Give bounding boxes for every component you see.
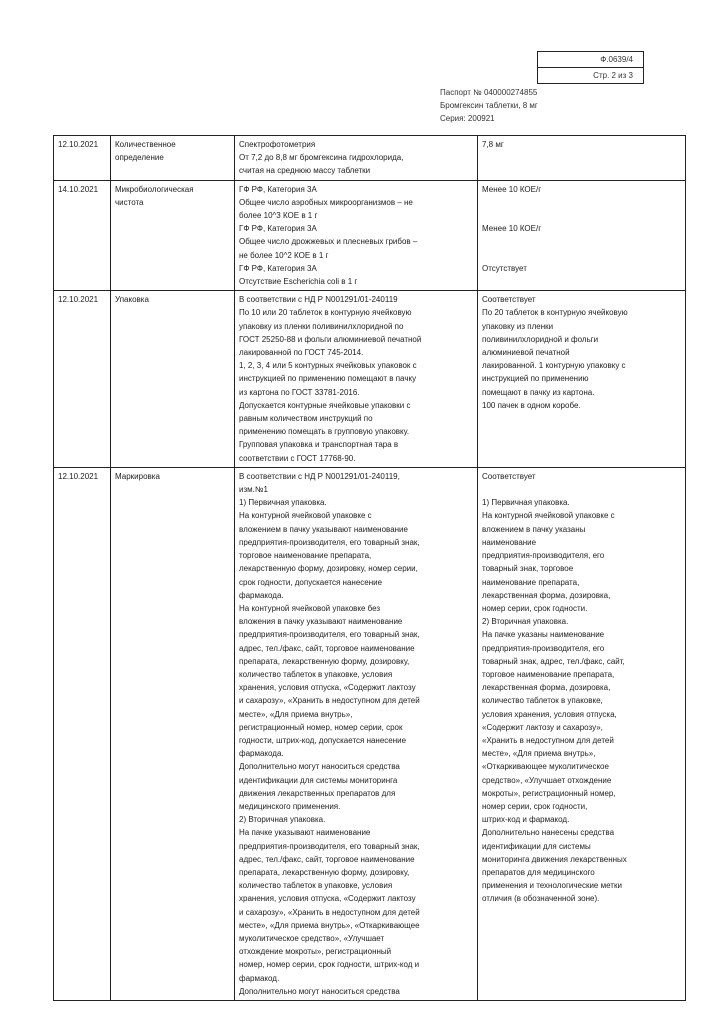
row-test-name: Количественное определение: [111, 136, 235, 181]
test-results-table: [53, 135, 686, 1001]
row-date: 12.10.2021: [54, 291, 111, 468]
series-number: Серия: 200921: [440, 114, 495, 123]
row-date: 14.10.2021: [54, 180, 111, 291]
row-test-name: Упаковка: [111, 291, 235, 468]
row-date: 12.10.2021: [54, 136, 111, 181]
row-method: ГФ РФ, Категория 3А Общее число аэробных микроорганизмов – не более 10^3 КОЕ в 1 г ГФ РФ, Категория 3А Общее число дрожжевых и плесневых грибов – не более 10^2 КОЕ в 1 г ГФ РФ, Категория 3А Отсутствие Escherichia coli в 1 г: [235, 180, 478, 291]
row-method: В соответствии с НД Р N001291/01-240119 По 10 или 20 таблеток в контурную ячейковую упаковку из пленки поливинилхлоридной по ГОСТ 25250-88 и фольги алюминиевой печатной лакированной по ГОСТ 745-2014. 1, 2, 3, 4 или 5 контурных ячейковых упаковок с инструкцией по применению помещают в пачку из картона по ГОСТ 33781-2016. Допускается контурные ячейковые упаковки с равным количеством инструкций по применению помещать в групповую упаковку. Групповая упаковка и транспортная тара в соответствии с ГОСТ 17768-90.: [235, 291, 478, 468]
row-method: Спектрофотометрия От 7,2 до 8,8 мг бромгексина гидрохлорида, считая на среднюю массу таблетки: [235, 136, 478, 181]
page-number: Стр. 2 из 3: [538, 67, 643, 83]
row-date: 12.10.2021: [54, 467, 111, 1000]
row-test-name: Маркировка: [111, 467, 235, 1000]
table-row: [54, 180, 686, 291]
table-row: [54, 467, 686, 1000]
row-result: Соответствует 1) Первичная упаковка. На контурной ячейковой упаковке с вложением в пачку указаны наименование предприятия-производителя, его товарный знак, торговое наименование препарата, лекарственная форма, дозировка, номер серии, срок годности. 2) Вторичная упаковка. На пачке указаны наименование предприятия-производителя, его товарный знак, адрес, тел./факс, сайт, торговое наименование препарата, лекарственная форма, дозировка, количество таблеток в упаковке, условия хранения, условия отпуска, «Содержит лактозу и сахарозу», «Хранить в недоступном для детей месте», «Для приема внутрь», «Откаркивающее муколитическое средство», «Улучшает отхождение мокроты», регистрационный номер, номер серии, срок годности, штрих-код и фармакод. Дополнительно нанесены средства идентификации для системы мониторинга движения лекарственных препаратов для медицинского применения и технологические метки отличия (в обозначенной зоне).: [478, 467, 686, 1000]
passport-number: Паспорт № 040000274855: [440, 88, 538, 97]
row-result: 7,8 мг: [478, 136, 686, 181]
row-test-name: Микробиологическая чистота: [111, 180, 235, 291]
row-result: Соответствует По 20 таблеток в контурную ячейковую упаковку из пленки поливинилхлоридной и фольги алюминиевой печатной лакированной. 1 контурную упаковку с инструкцией по применению помещают в пачку из картона. 100 пачек в одном коробе.: [478, 291, 686, 468]
form-code-box: [537, 51, 644, 84]
table-row: [54, 136, 686, 181]
row-result: Менее 10 КОЕ/г Менее 10 КОЕ/г Отсутствует: [478, 180, 686, 291]
row-method: В соответствии с НД Р N001291/01-240119, изм.№1 1) Первичная упаковка. На контурной ячейковой упаковке с вложением в пачку указывают наименование предприятия-производителя, его товарный знак, торговое наименование препарата, лекарственную форму, дозировку, номер серии, срок годности, допускается нанесение фармакода. На контурной ячейковой упаковке без вложения в пачку указывают наименование предприятия-производителя, его товарный знак, адрес, тел./факс, сайт, торговое наименование препарата, лекарственную форму, дозировку, количество таблеток в упаковке, условия хранения, условия отпуска, «Содержит лактозу и сахарозу», «Хранить в недоступном для детей месте», «Для приема внутрь», регистрационный номер, номер серии, срок годности, штрих-код, допускается нанесение фармакода. Дополнительно могут наноситься средства идентификации для системы мониторинга движения лекарственных препаратов для медицинского применения. 2) Вторичная упаковка. На пачке указывают наименование предприятия-производителя, его товарный знак, адрес, тел./факс, сайт, торговое наименование препарата, лекарственную форму, дозировку, количество таблеток в упаковке, условия хранения, условия отпуска, «Содержит лактозу и сахарозу», «Хранить в недоступном для детей месте», «Для приема внутрь», «Откаркивающее муколитическое средство», «Улучшает отхождение мокроты», регистрационный номер, номер серии, срок годности, штрих-код и фармакод. Дополнительно могут наноситься средства: [235, 467, 478, 1000]
table-row: [54, 291, 686, 468]
passport-header: [440, 86, 538, 125]
form-code: Ф.0639/4: [600, 55, 633, 64]
product-name: Бромгексин таблетки, 8 мг: [440, 101, 538, 110]
